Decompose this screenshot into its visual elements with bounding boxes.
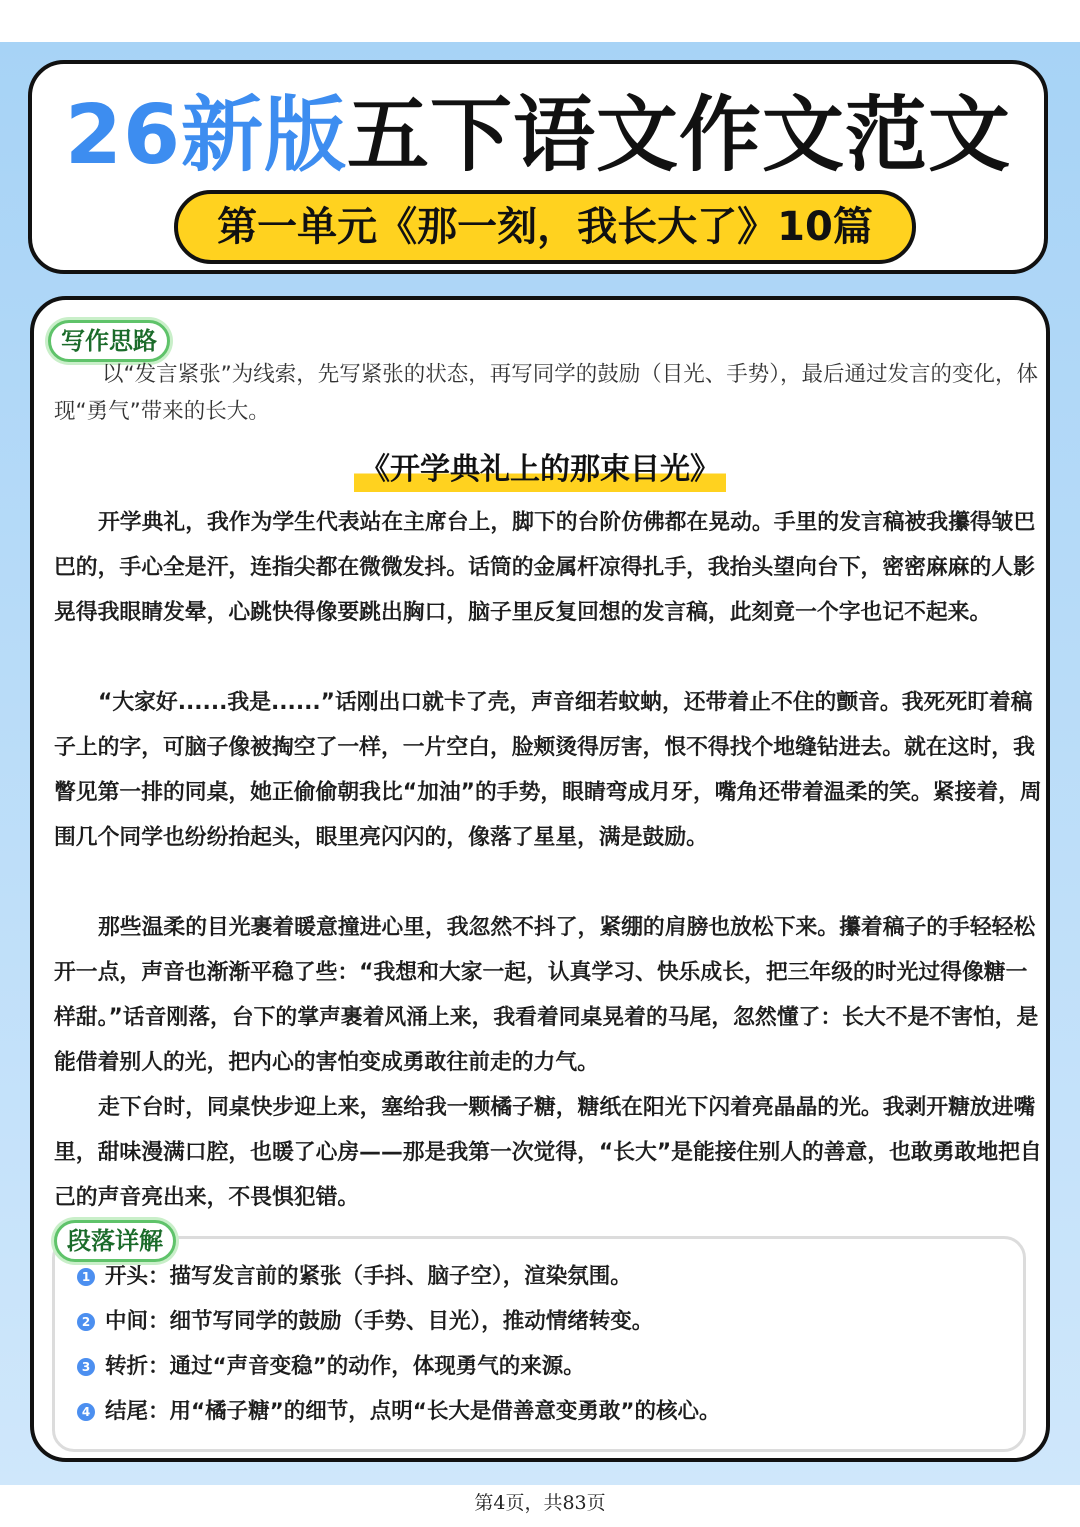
essay-paragraph: 那些温柔的目光裹着暖意撞进心里，我忽然不抖了，紧绷的肩膀也放松下来。攥着稿子的手轻轻松开一点，声音也渐渐平稳了些：“我想和大家一起，认真学习、快乐成长，把三年级的时光过得像糖一样甜。”话音刚落，台下的掌声裹着风涌上来，我看着同桌晃着的马尾，忽然懂了：长大不是不害怕，是能借着别人的光，把内心的害怕变成勇敢往前走的力气。 (54, 915, 1039, 1075)
main-title (32, 86, 1044, 186)
number-1-icon: 1 (77, 1268, 95, 1286)
content-card (30, 296, 1050, 1462)
detail-item-text: 结尾：用“橘子糖”的细节，点明“长大是借善意变勇敢”的核心。 (105, 1399, 721, 1424)
essay-title: 《开学典礼上的那束目光》 (354, 448, 726, 492)
number-3-icon: 3 (77, 1358, 95, 1376)
page-footer: 第4页，共83页 (474, 1492, 606, 1514)
number-2-icon: 2 (77, 1313, 95, 1331)
paragraph-details-box (52, 1236, 1026, 1452)
detail-item-text: 中间：细节写同学的鼓励（手势、目光），推动情绪转变。 (105, 1309, 654, 1334)
detail-item (77, 1257, 1007, 1297)
subtitle-banner: 第一单元《那一刻，我长大了》10篇 (174, 190, 916, 264)
detail-item (77, 1302, 1007, 1342)
writing-idea-tag: 写作思路 (48, 320, 170, 362)
main-title-text: 五下语文作文范文 (347, 88, 1012, 183)
essay-title-row (34, 448, 1046, 492)
essay-paragraph: 开学典礼，我作为学生代表站在主席台上，脚下的台阶仿佛都在晃动。手里的发言稿被我攥得皱巴巴的，手心全是汗，连指尖都在微微发抖。话筒的金属杆凉得扎手，我抬头望向台下，密密麻麻的人影晃得我眼睛发晕，心跳快得像要跳出胸口，脑子里反复回想的发言稿，此刻竟一个字也记不起来。 (54, 510, 1036, 625)
main-title-highlight: 26新版 (64, 88, 348, 183)
paragraph-details-tag: 段落详解 (54, 1220, 176, 1262)
detail-item (77, 1392, 1007, 1432)
header-card (28, 60, 1048, 274)
number-4-icon: 4 (77, 1403, 95, 1421)
detail-item (77, 1347, 1007, 1387)
essay-paragraph: 走下台时，同桌快步迎上来，塞给我一颗橘子糖，糖纸在阳光下闪着亮晶晶的光。我剥开糖放进嘴里，甜味漫满口腔，也暖了心房——那是我第一次觉得，“长大”是能接住别人的善意，也敢勇敢地把自己的声音亮出来，不畏惧犯错。 (54, 1095, 1042, 1210)
essay-paragraph: “大家好......我是......”话刚出口就卡了壳，声音细若蚊蚋，还带着止不住的颤音。我死死盯着稿子上的字，可脑子像被掏空了一样，一片空白，脸颊烫得厉害，恨不得找个地缝钻进去。就在这时，我瞥见第一排的同桌，她正偷偷朝我比“加油”的手势，眼睛弯成月牙，嘴角还带着温柔的笑。紧接着，周围几个同学也纷纷抬起头，眼里亮闪闪的，像落了星星，满是鼓励。 (54, 690, 1042, 850)
detail-item-text: 转折：通过“声音变稳”的动作，体现勇气的来源。 (105, 1354, 585, 1379)
detail-item-text: 开头：描写发言前的紧张（手抖、脑子空），渲染氛围。 (105, 1264, 632, 1289)
writing-idea-text: 以“发言紧张”为线索，先写紧张的状态，再写同学的鼓励（目光、手势），最后通过发言的变化，体现“勇气”带来的长大。 (54, 362, 1039, 424)
